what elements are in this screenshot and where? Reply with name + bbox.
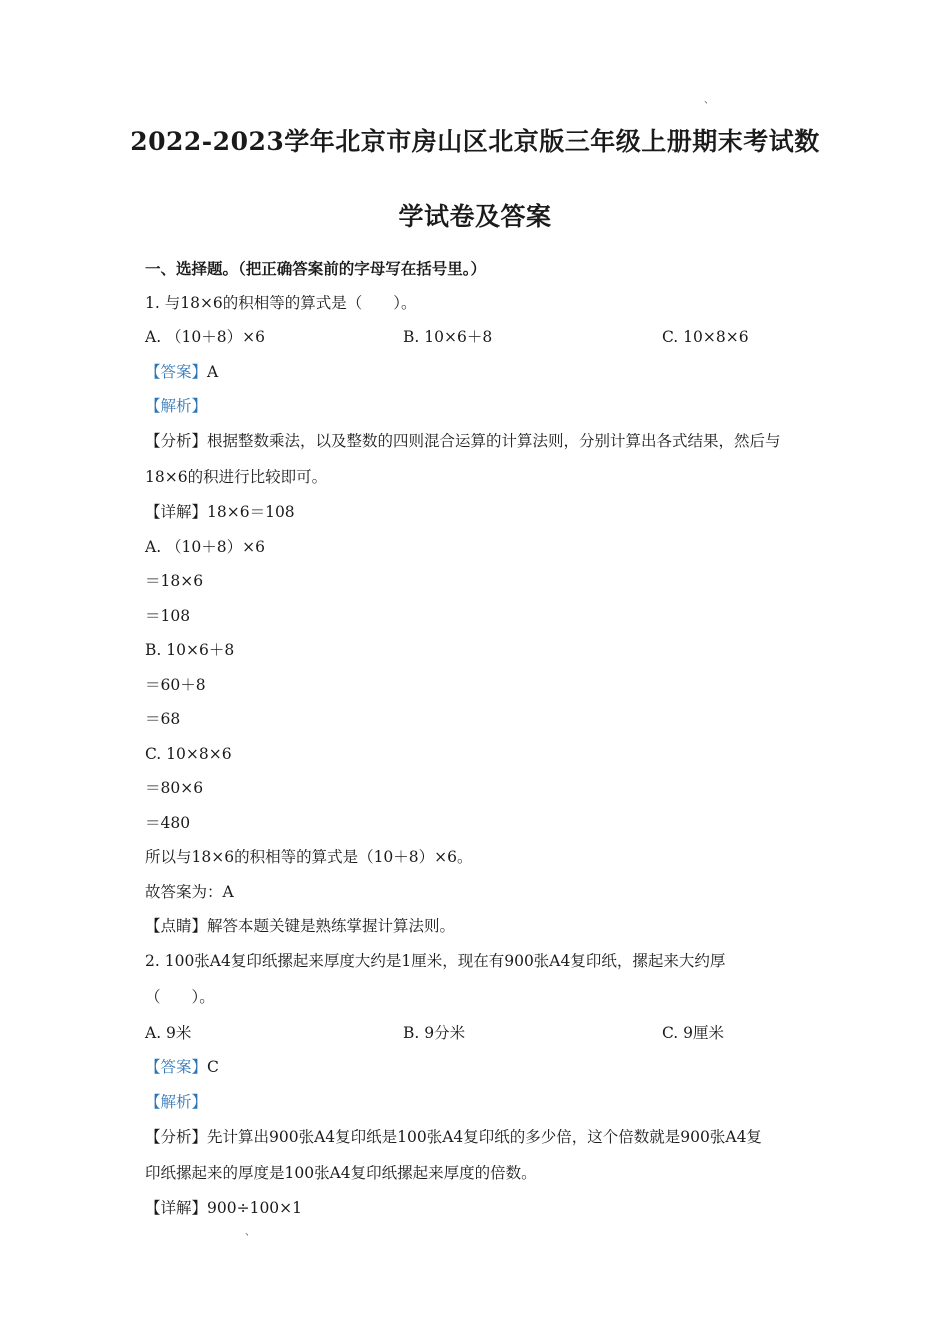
q1-analysis-label: 【解析】 <box>145 397 208 415</box>
q1-fenxi-line2: 18×6的积进行比较即可。 <box>145 468 328 486</box>
top-mark: 、 <box>704 95 714 106</box>
q2-fenxi-label: 【分析】 <box>145 1128 208 1146</box>
q2-option-b: B. 9分米 <box>403 1024 466 1042</box>
document-title-line1: 2022-2023学年北京市房山区北京版三年级上册期末考试数 <box>130 127 820 156</box>
q1-option-c: C. 10×8×6 <box>662 328 749 346</box>
q1-step: ＝60＋8 <box>145 676 206 694</box>
q2-answer-label: 【答案】 <box>145 1058 208 1076</box>
q1-answer-value: A <box>207 363 219 381</box>
q1-dianjing-text: 解答本题关键是熟练掌握计算法则。 <box>207 917 456 935</box>
q2-fenxi-text1: 先计算出900张A4复印纸是100张A4复印纸的多少倍，这个倍数就是900张A4复 <box>207 1128 762 1146</box>
q1-step: B. 10×6＋8 <box>145 641 235 659</box>
q2-detail-text: 900÷100×1 <box>207 1199 303 1217</box>
q1-option-b: B. 10×6＋8 <box>403 328 493 346</box>
q1-step: A. （10＋8）×6 <box>145 538 265 556</box>
section-heading: 一、选择题。（把正确答案前的字母写在括号里。） <box>145 259 487 278</box>
q1-step: ＝480 <box>145 814 191 832</box>
q2-fenxi-line2: 印纸摞起来的厚度是100张A4复印纸摞起来厚度的倍数。 <box>145 1164 537 1182</box>
q1-option-a: A. （10＋8）×6 <box>145 328 265 346</box>
q2-analysis-label: 【解析】 <box>145 1093 208 1111</box>
q1-fenxi-line1 <box>145 430 781 452</box>
q1-step: ＝68 <box>145 710 181 728</box>
q2-fenxi-line1 <box>145 1126 762 1148</box>
q2-option-c: C. 9厘米 <box>662 1024 725 1042</box>
q2-option-a: A. 9米 <box>145 1024 192 1042</box>
q2-answer-value: C <box>207 1058 219 1076</box>
q1-detail-label: 【详解】 <box>145 503 208 521</box>
q1-final-answer: 故答案为：A <box>145 883 234 901</box>
q2-detail <box>145 1197 302 1219</box>
q1-answer <box>145 361 218 383</box>
q2-stem-line1: 2. 100张A4复印纸摞起来厚度大约是1厘米，现在有900张A4复印纸，摞起来大约厚 <box>145 952 726 970</box>
q1-step: ＝80×6 <box>145 779 204 797</box>
bottom-mark: 、 <box>245 1227 255 1238</box>
q1-answer-label: 【答案】 <box>145 363 208 381</box>
q1-step: ＝108 <box>145 607 191 625</box>
q1-fenxi-label: 【分析】 <box>145 432 208 450</box>
q1-dianjing <box>145 915 455 937</box>
q1-step: ＝18×6 <box>145 572 204 590</box>
q1-dianjing-label: 【点睛】 <box>145 917 208 935</box>
q1-step: C. 10×8×6 <box>145 745 232 763</box>
q2-detail-label: 【详解】 <box>145 1199 208 1217</box>
document-title-line2: 学试卷及答案 <box>398 202 552 231</box>
q1-detail <box>145 501 295 523</box>
q1-stem: 1. 与18×6的积相等的算式是（ ）。 <box>145 294 417 312</box>
q1-detail-text: 18×6＝108 <box>207 503 295 521</box>
q2-stem-line2: （ ）。 <box>145 988 215 1006</box>
q2-answer <box>145 1056 219 1078</box>
q1-fenxi-text1: 根据整数乘法，以及整数的四则混合运算的计算法则，分别计算出各式结果，然后与 <box>207 432 781 450</box>
q1-conclusion: 所以与18×6的积相等的算式是（10＋8）×6。 <box>145 848 473 866</box>
